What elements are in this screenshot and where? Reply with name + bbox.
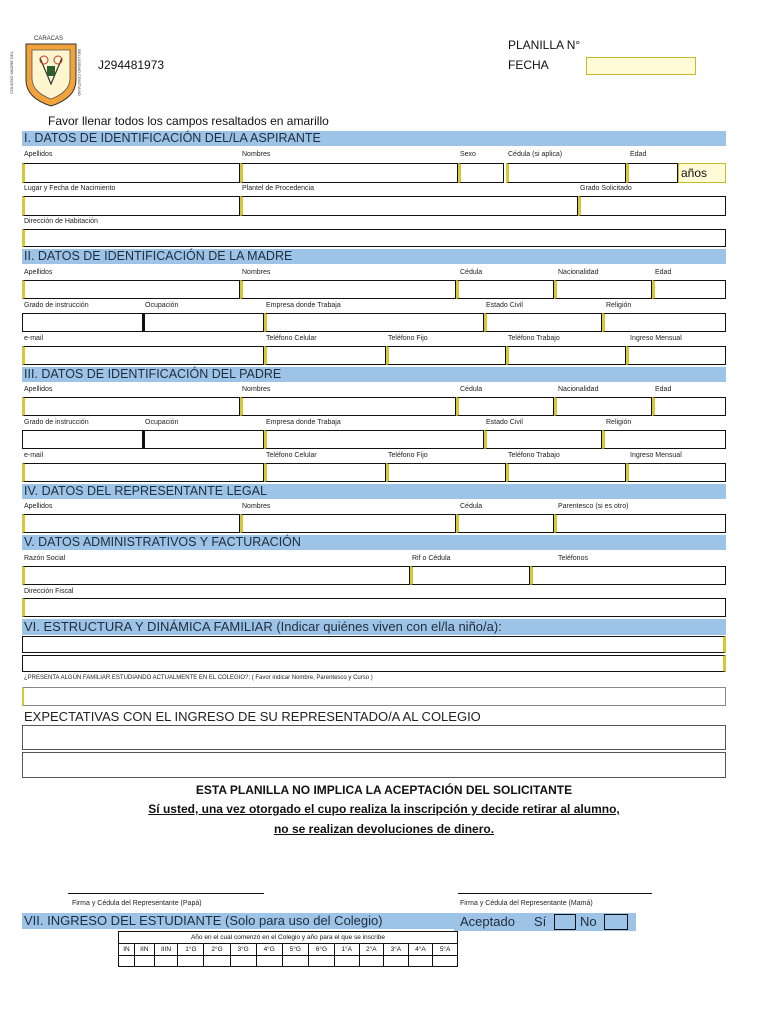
s2-ocupacion-field[interactable]: [143, 313, 264, 332]
grade-value-cell[interactable]: [384, 956, 409, 967]
s1-nombres-label: Nombres: [242, 151, 271, 158]
section-2-title: II. DATOS DE IDENTIFICACIÓN DE LA MADRE: [24, 249, 293, 263]
s1-anos-box: [678, 163, 726, 183]
grade-header-cell: IN: [119, 944, 135, 956]
grade-header-cell: IIIN: [154, 944, 178, 956]
s2-estado-field[interactable]: [484, 313, 602, 332]
grade-header-cell: IIN: [134, 944, 154, 956]
grade-header-cell: 5°A: [433, 944, 458, 956]
ingreso-grade-table: [118, 931, 458, 967]
s3-ocupacion-label: Ocupación: [145, 419, 179, 426]
s6-familiar-field[interactable]: [22, 687, 726, 706]
s1-edad-field[interactable]: [626, 163, 678, 183]
s3-fijo-field[interactable]: [386, 463, 506, 482]
grade-value-cell[interactable]: [230, 956, 256, 967]
grade-header-cell: 4°A: [408, 944, 433, 956]
section-5-title: V. DATOS ADMINISTRATIVOS Y FACTURACIÓN: [24, 535, 301, 549]
s1-edad-label: Edad: [630, 151, 647, 158]
s1-plantel-field[interactable]: [240, 196, 578, 216]
s2-nombres-label: Nombres: [242, 269, 271, 276]
grade-value-cell[interactable]: [204, 956, 230, 967]
logo-text-top: CARACAS: [34, 36, 64, 42]
s2-celular-label: Teléfono Celular: [266, 335, 317, 342]
s3-ingreso-field[interactable]: [626, 463, 726, 482]
s5-rif-label: Rif o Cédula: [412, 555, 451, 562]
grade-value-cell[interactable]: [178, 956, 204, 967]
s2-estado-label: Estado Civil: [486, 302, 523, 309]
s4-parentesco-label: Parentesco (si es otro): [558, 503, 629, 510]
s3-religion-label: Religión: [606, 419, 632, 426]
s4-parentesco-field[interactable]: [554, 514, 726, 533]
s1-anos-text: años: [681, 166, 708, 180]
grade-header-row: [119, 944, 458, 956]
document-code: J294481973: [98, 58, 165, 72]
s6-familia-field-2[interactable]: [22, 655, 726, 672]
s2-ingreso-field[interactable]: [626, 346, 726, 365]
s5-telefonos-field[interactable]: [530, 566, 726, 585]
s5-rif-field[interactable]: [410, 566, 530, 585]
s6-expectativas-field-2[interactable]: [22, 752, 726, 778]
s3-estado-label: Estado Civil: [486, 419, 523, 426]
s3-fijo-label: Teléfono Fijo: [388, 452, 428, 459]
s2-ocupacion-label: Ocupación: [145, 302, 179, 309]
no-label: No: [580, 914, 597, 929]
signature-label-papa: Firma y Cédula del Representante (Papá): [72, 900, 202, 907]
s2-ingreso-label: Ingreso Mensual: [630, 335, 682, 342]
s1-apellidos-field[interactable]: [22, 163, 240, 183]
s3-grado-label: Grado de instrucción: [24, 419, 89, 426]
s2-edad-field[interactable]: [652, 280, 726, 299]
s3-empresa-field[interactable]: [264, 430, 484, 449]
section-1-title: I. DATOS DE IDENTIFICACIÓN DEL/LA ASPIRANTE: [24, 131, 321, 145]
s2-empresa-label: Empresa donde Trabaja: [266, 302, 341, 309]
section-6-title: VI. ESTRUCTURA Y DINÁMICA FAMILIAR (Indicar quiénes viven con el/la niño/a):: [24, 619, 502, 634]
s2-religion-label: Religión: [606, 302, 632, 309]
s5-fiscal-label: Dirección Fiscal: [24, 588, 74, 595]
s4-nombres-field[interactable]: [240, 514, 456, 533]
signature-line-papa: [68, 893, 264, 894]
s3-apellidos-field[interactable]: [22, 397, 240, 416]
s3-trabajo-field[interactable]: [506, 463, 626, 482]
s3-trabajo-label: Teléfono Trabajo: [508, 452, 560, 459]
grade-value-row: [119, 956, 458, 967]
notice-line-3: no se realizan devoluciones de dinero.: [273, 822, 495, 836]
s2-apellidos-label: Apellidos: [24, 269, 53, 276]
section-3-title: III. DATOS DE IDENTIFICACIÓN DEL PADRE: [24, 367, 282, 381]
s2-fijo-label: Teléfono Fijo: [388, 335, 428, 342]
s2-fijo-field[interactable]: [386, 346, 506, 365]
s4-apellidos-label: Apellidos: [24, 503, 53, 510]
grade-header-cell: 2°A: [359, 944, 384, 956]
signature-label-mama: Firma y Cédula del Representante (Mamá): [460, 900, 593, 907]
si-label: Sí: [534, 914, 547, 929]
no-checkbox[interactable]: [604, 914, 628, 930]
s3-edad-label: Edad: [655, 386, 672, 393]
s3-nacionalidad-field[interactable]: [554, 397, 652, 416]
s2-edad-label: Edad: [655, 269, 672, 276]
section-4-title: IV. DATOS DEL REPRESENTANTE LEGAL: [24, 484, 267, 498]
s2-cedula-label: Cédula: [460, 269, 483, 276]
aceptado-label: Aceptado: [460, 914, 515, 929]
si-checkbox[interactable]: [554, 914, 576, 930]
notice-line-1: ESTA PLANILLA NO IMPLICA LA ACEPTACIÓN DEL SOLICITANTE: [195, 783, 573, 797]
s1-lugar-label: Lugar y Fecha de Nacimiento: [24, 185, 116, 192]
grade-header-cell: 3°A: [384, 944, 409, 956]
s1-cedula-field[interactable]: [506, 163, 626, 183]
fecha-field[interactable]: [586, 57, 696, 75]
s3-religion-field[interactable]: [602, 430, 726, 449]
s1-lugar-field[interactable]: [22, 196, 240, 216]
s2-trabajo-label: Teléfono Trabajo: [508, 335, 560, 342]
school-logo: [8, 36, 84, 108]
s3-ocupacion-field[interactable]: [143, 430, 264, 449]
s5-razon-label: Razón Social: [24, 555, 66, 562]
s3-celular-field[interactable]: [264, 463, 386, 482]
s4-cedula-field[interactable]: [456, 514, 554, 533]
grade-value-cell[interactable]: [256, 956, 282, 967]
s3-nombres-label: Nombres: [242, 386, 271, 393]
s5-fiscal-field[interactable]: [22, 598, 726, 617]
grade-header-cell: 3°G: [230, 944, 256, 956]
logo-text-left: COLEGIO MADRE DEL: [8, 51, 14, 94]
s3-nombres-field[interactable]: [240, 397, 456, 416]
s3-email-label: e-mail: [24, 452, 44, 459]
grade-value-cell[interactable]: [154, 956, 178, 967]
s1-grado-field[interactable]: [578, 196, 726, 216]
s4-cedula-label: Cédula: [460, 503, 483, 510]
section-3-header: [22, 367, 726, 382]
planilla-label: PLANILLA N°: [508, 38, 581, 52]
s1-direccion-label: Dirección de Habitación: [24, 218, 98, 225]
s1-grado-label: Grado Solicitado: [580, 185, 632, 192]
fecha-label: FECHA: [508, 58, 549, 72]
section-4-header: [22, 484, 726, 499]
grade-value-cell[interactable]: [359, 956, 384, 967]
s5-telefonos-label: Teléfonos: [558, 555, 588, 562]
s3-cedula-label: Cédula: [460, 386, 483, 393]
grade-value-cell[interactable]: [308, 956, 334, 967]
s2-celular-field[interactable]: [264, 346, 386, 365]
logo-text-right: BELLISSIMO CRISTIANO: [76, 49, 82, 96]
grade-header-cell: 1°G: [178, 944, 204, 956]
s1-sexo-label: Sexo: [460, 151, 476, 158]
section-5-header: [22, 535, 726, 550]
s2-nacionalidad-field[interactable]: [554, 280, 652, 299]
s2-empresa-field[interactable]: [264, 313, 484, 332]
s1-plantel-label: Plantel de Procedencia: [242, 185, 314, 192]
s2-religion-field[interactable]: [602, 313, 726, 332]
s2-cedula-field[interactable]: [456, 280, 554, 299]
s3-email-field[interactable]: [22, 463, 264, 482]
s2-grado-field[interactable]: [22, 313, 143, 332]
grade-header-cell: 4°G: [256, 944, 282, 956]
grade-value-cell[interactable]: [334, 956, 359, 967]
grade-value-cell[interactable]: [282, 956, 308, 967]
section-7-header: [22, 913, 454, 929]
instruction-text: Favor llenar todos los campos resaltados en amarillo: [48, 114, 329, 128]
grade-value-cell[interactable]: [433, 956, 458, 967]
section-2-header: [22, 249, 726, 264]
grade-header-cell: 2°G: [204, 944, 230, 956]
s1-nombres-field[interactable]: [240, 163, 458, 183]
s3-ingreso-label: Ingreso Mensual: [630, 452, 682, 459]
section-7-title: VII. INGRESO DEL ESTUDIANTE (Solo para uso del Colegio): [24, 913, 383, 928]
grade-value-cell[interactable]: [134, 956, 154, 967]
section-1-header: [22, 131, 726, 146]
s2-email-label: e-mail: [24, 335, 44, 342]
s5-razon-field[interactable]: [22, 566, 410, 585]
s2-nombres-field[interactable]: [240, 280, 456, 299]
aceptado-block: [454, 913, 636, 931]
s6-expectativas-label: EXPECTATIVAS CON EL INGRESO DE SU REPRESENTADO/A AL COLEGIO: [24, 709, 481, 724]
s1-apellidos-label: Apellidos: [24, 151, 53, 158]
s3-nacionalidad-label: Nacionalidad: [558, 386, 599, 393]
s6-familia-field-1[interactable]: [22, 636, 726, 653]
s3-cedula-field[interactable]: [456, 397, 554, 416]
notice-line-2: Sí usted, una vez otorgado el cupo realiza la inscripción y decide retirar al alumno,: [148, 802, 620, 816]
s3-empresa-label: Empresa donde Trabaja: [266, 419, 341, 426]
s2-trabajo-field[interactable]: [506, 346, 626, 365]
s2-nacionalidad-label: Nacionalidad: [558, 269, 599, 276]
s4-apellidos-field[interactable]: [22, 514, 240, 533]
s2-apellidos-field[interactable]: [22, 280, 240, 299]
grade-header-cell: 6°G: [308, 944, 334, 956]
s3-estado-field[interactable]: [484, 430, 602, 449]
s6-expectativas-field-1[interactable]: [22, 725, 726, 750]
s1-cedula-label: Cédula (si aplica): [508, 151, 563, 158]
s2-email-field[interactable]: [22, 346, 264, 365]
s3-celular-label: Teléfono Celular: [266, 452, 317, 459]
s1-direccion-field[interactable]: [22, 229, 726, 247]
s3-grado-field[interactable]: [22, 430, 143, 449]
s6-familiar-question: ¿PRESENTA ALGÚN FAMILIAR ESTUDIANDO ACTUALMENTE EN EL COLEGIO?: ( Favor indicar Nombre, Parentesco y Curso ): [24, 675, 373, 681]
grade-value-cell[interactable]: [119, 956, 135, 967]
signature-line-mama: [458, 893, 652, 894]
s3-edad-field[interactable]: [652, 397, 726, 416]
grade-header-cell: 1°A: [334, 944, 359, 956]
s1-sexo-field[interactable]: [458, 163, 504, 183]
section-6-header: [22, 619, 726, 635]
grade-table-header: Año en el cual comenzó en el Colegio y año para el que se inscribe: [119, 932, 458, 944]
s4-nombres-label: Nombres: [242, 503, 271, 510]
s3-apellidos-label: Apellidos: [24, 386, 53, 393]
grade-header-cell: 5°G: [282, 944, 308, 956]
s2-grado-label: Grado de instrucción: [24, 302, 89, 309]
grade-value-cell[interactable]: [408, 956, 433, 967]
